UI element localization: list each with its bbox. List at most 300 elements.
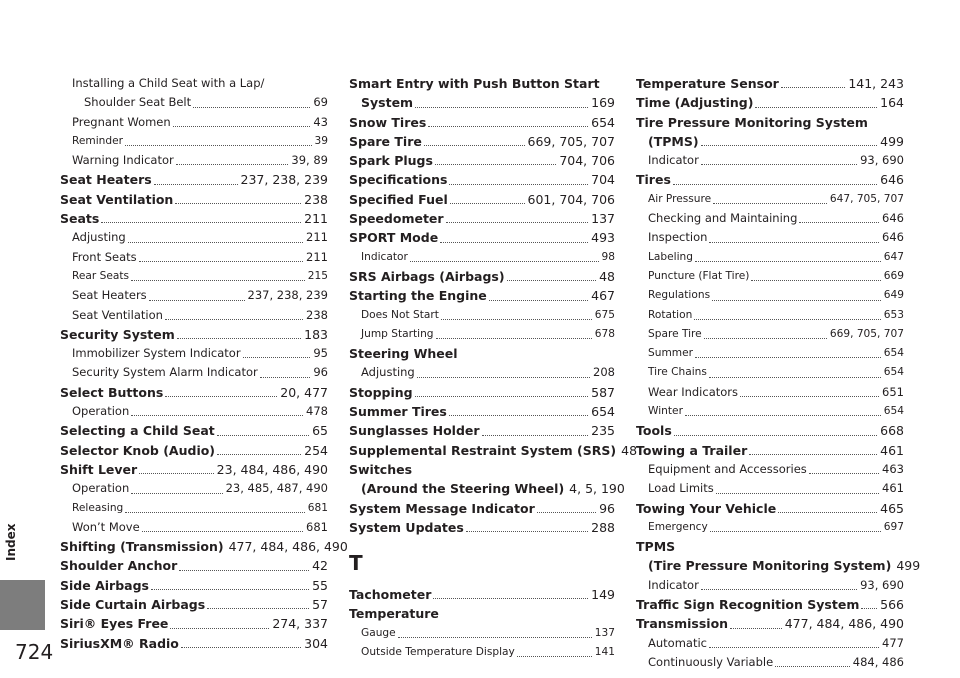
entry-page-numbers[interactable]: 647 (883, 250, 904, 263)
entry-label: Seat Heaters (60, 172, 152, 188)
entry-page-numbers[interactable]: 499 (880, 133, 904, 149)
index-subentry[interactable] (60, 499, 328, 518)
side-tab-label: Index (4, 523, 18, 561)
index-subentry[interactable] (60, 402, 328, 421)
entry-label: SPORT Mode (349, 230, 439, 246)
index-entry[interactable] (636, 441, 904, 460)
index-entry[interactable] (636, 499, 904, 518)
index-entry[interactable] (349, 286, 615, 305)
entry-label: Installing a Child Seat with a Lap/ (72, 76, 265, 90)
entry-label: Tires (636, 172, 671, 188)
entry-page-numbers[interactable]: 646 (880, 172, 904, 188)
entry-page-numbers[interactable]: 96 (313, 365, 328, 380)
index-entry[interactable] (349, 151, 615, 170)
leader-dots (151, 589, 309, 590)
index-subentry[interactable] (636, 151, 904, 170)
index-column-3 (636, 74, 921, 672)
index-entry[interactable] (349, 402, 615, 421)
entry-page-numbers[interactable]: 23, 485, 487, 490 (225, 481, 328, 496)
index-entry[interactable] (60, 170, 328, 189)
entry-label: Jump Starting (361, 327, 434, 340)
leader-dots (713, 203, 827, 204)
entry-page-numbers[interactable]: 493 (591, 230, 615, 246)
leader-dots (424, 145, 525, 146)
entry-page-numbers[interactable]: 238 (304, 191, 328, 207)
leader-dots (217, 435, 309, 436)
index-subentry[interactable] (60, 363, 328, 382)
entry-label: Automatic (648, 635, 707, 650)
entry-page-numbers[interactable]: 461 (880, 442, 904, 458)
leader-dots (260, 377, 311, 378)
entry-label: Stopping (349, 384, 413, 400)
entry-page-numbers[interactable]: 48 (621, 442, 638, 458)
leader-dots (165, 396, 277, 397)
entry-page-numbers[interactable]: 65 (312, 423, 328, 439)
entry-label: Snow Tires (349, 114, 427, 130)
entry-page-numbers[interactable]: 169 (591, 95, 615, 111)
entry-page-numbers[interactable]: 669 (883, 269, 904, 282)
index-entry[interactable] (636, 132, 904, 151)
index-subentry[interactable] (636, 634, 904, 653)
index-subentry[interactable] (60, 113, 328, 132)
entry-page-numbers[interactable]: 274, 337 (272, 616, 328, 632)
entry-page-numbers[interactable]: 183 (304, 326, 328, 342)
entry-label: Speedometer (349, 211, 444, 227)
index-entry (349, 604, 615, 623)
entry-label: Starting the Engine (349, 288, 487, 304)
leader-dots (695, 261, 881, 262)
entry-page-numbers[interactable]: 141 (594, 646, 615, 659)
entry-label: Summer Tires (349, 404, 447, 420)
entry-page-numbers[interactable]: 654 (883, 347, 904, 360)
leader-dots (861, 608, 877, 609)
index-entry[interactable] (60, 614, 328, 633)
index-entry[interactable] (60, 460, 328, 479)
entry-label: Shoulder Anchor (60, 558, 178, 574)
entry-label: Siri® Eyes Free (60, 616, 169, 632)
index-entry (349, 74, 615, 93)
entry-label: Spark Plugs (349, 153, 433, 169)
entry-page-numbers[interactable]: 20, 477 (280, 384, 328, 400)
entry-label: Adjusting (72, 230, 126, 245)
leader-dots (751, 280, 880, 281)
index-subentry[interactable] (636, 228, 904, 247)
entry-label: Shift Lever (60, 461, 138, 477)
index-subentry[interactable] (349, 248, 615, 267)
entry-page-numbers[interactable]: 4, 5, 190 (569, 481, 625, 497)
entry-page-numbers[interactable]: 237, 238, 239 (240, 172, 328, 188)
leader-dots (449, 415, 588, 416)
entry-page-numbers[interactable]: 149 (591, 587, 615, 603)
entry-page-numbers[interactable]: 704 (591, 172, 615, 188)
entry-page-numbers[interactable]: 654 (883, 366, 904, 379)
entry-label: Immobilizer System Indicator (72, 346, 241, 361)
index-entry[interactable] (349, 190, 615, 209)
entry-page-numbers[interactable]: 478 (306, 404, 328, 419)
index-subentry[interactable] (636, 653, 904, 672)
index-entry[interactable] (349, 132, 615, 151)
index-subentry[interactable] (636, 383, 904, 402)
index-subentry[interactable] (636, 363, 904, 382)
entry-label: Seat Ventilation (60, 191, 174, 207)
entry-label: Seat Heaters (72, 288, 147, 303)
index-entry[interactable] (349, 441, 638, 460)
leader-dots (704, 338, 827, 339)
entry-label: Temperature (349, 606, 439, 622)
index-entry[interactable] (60, 634, 328, 653)
index-entry[interactable] (60, 383, 328, 402)
entry-page-numbers[interactable]: 57 (312, 597, 328, 613)
index-entry[interactable] (636, 595, 904, 614)
entry-page-numbers[interactable]: 675 (594, 308, 615, 321)
index-subentry[interactable] (349, 363, 615, 382)
entry-label: System Message Indicator (349, 500, 535, 516)
leader-dots (101, 222, 301, 223)
index-entry (349, 344, 615, 363)
index-subentry[interactable] (636, 267, 904, 286)
leader-dots (125, 512, 305, 513)
index-entry[interactable] (60, 556, 328, 575)
index-entry[interactable] (349, 585, 615, 604)
entry-label: Indicator (361, 250, 408, 263)
index-subentry[interactable] (636, 479, 904, 498)
entry-label: Does Not Start (361, 308, 439, 321)
index-entry[interactable] (349, 209, 615, 228)
index-subentry[interactable] (60, 267, 328, 286)
leader-dots (517, 656, 592, 657)
entry-label: Operation (72, 481, 130, 496)
entry-page-numbers[interactable]: 211 (306, 249, 328, 264)
index-entry[interactable] (349, 228, 615, 247)
side-index-tab (0, 0, 22, 590)
index-subentry[interactable] (60, 228, 328, 247)
leader-dots (673, 184, 877, 185)
index-subentry[interactable] (636, 209, 904, 228)
leader-dots (537, 512, 596, 513)
leader-dots (740, 396, 879, 397)
entry-page-numbers[interactable]: 304 (304, 635, 328, 651)
entry-label: Won’t Move (72, 519, 140, 534)
leader-dots (193, 107, 310, 108)
leader-dots (778, 512, 877, 513)
leader-dots (775, 666, 850, 667)
entry-page-numbers[interactable]: 461 (882, 481, 904, 496)
leader-dots (441, 319, 592, 320)
index-entry[interactable] (60, 325, 328, 344)
index-subentry[interactable] (636, 286, 904, 305)
leader-dots (243, 357, 311, 358)
entry-label: Summer (648, 347, 693, 360)
index-entry[interactable] (636, 421, 904, 440)
entry-page-numbers[interactable]: 93, 690 (860, 153, 904, 168)
entry-page-numbers[interactable]: 678 (594, 327, 615, 340)
entry-label: Selecting a Child Seat (60, 423, 215, 439)
entry-label: Continuously Variable (648, 654, 774, 669)
leader-dots (125, 145, 312, 146)
index-entry (349, 460, 615, 479)
index-column-1 (60, 74, 348, 653)
leader-dots (709, 647, 879, 648)
index-tab-marker (0, 580, 45, 630)
leader-dots (730, 628, 782, 629)
entry-page-numbers[interactable]: 477 (882, 635, 904, 650)
entry-label: Reminder (72, 134, 123, 147)
entry-label: Shoulder Seat Belt (84, 95, 192, 110)
index-subentry[interactable] (60, 151, 328, 170)
index-entry[interactable] (349, 479, 625, 498)
leader-dots (217, 454, 301, 455)
leader-dots (128, 242, 303, 243)
index-subentry[interactable] (636, 576, 904, 595)
index-entry[interactable] (60, 537, 348, 556)
entry-label: Seats (60, 211, 100, 227)
entry-label: TPMS (636, 539, 676, 555)
leader-dots (716, 493, 879, 494)
entry-page-numbers[interactable]: 669, 705, 707 (829, 327, 904, 340)
entry-page-numbers[interactable]: 467 (591, 288, 615, 304)
entry-page-numbers[interactable]: 484, 486 (852, 654, 904, 669)
entry-page-numbers[interactable]: 499 (896, 558, 921, 574)
index-entry[interactable] (349, 267, 615, 286)
entry-label: (TPMS) (648, 133, 699, 149)
index-subentry[interactable] (60, 248, 328, 267)
index-subentry (60, 74, 328, 93)
index-entry (636, 537, 904, 556)
entry-label: Seat Ventilation (72, 307, 163, 322)
entry-page-numbers[interactable]: 238 (306, 307, 328, 322)
entry-page-numbers[interactable]: 288 (591, 519, 615, 535)
leader-dots (709, 377, 881, 378)
entry-page-numbers[interactable]: 697 (883, 520, 904, 533)
entry-page-numbers[interactable]: 477, 484, 486, 490 (784, 616, 904, 632)
index-entry[interactable] (60, 441, 328, 460)
index-subentry[interactable] (636, 518, 904, 537)
entry-page-numbers[interactable]: 566 (880, 597, 904, 613)
entry-page-numbers[interactable]: 39, 89 (291, 153, 328, 168)
entry-page-numbers[interactable]: 654 (591, 114, 615, 130)
index-entry[interactable] (636, 74, 904, 93)
entry-page-numbers[interactable]: 235 (591, 423, 615, 439)
entry-page-numbers[interactable]: 48 (599, 268, 615, 284)
leader-dots (701, 145, 878, 146)
entry-label: Select Buttons (60, 384, 164, 400)
entry-page-numbers[interactable]: 477, 484, 486, 490 (228, 539, 348, 555)
entry-page-numbers[interactable]: 96 (599, 500, 615, 516)
entry-page-numbers[interactable]: 646 (882, 230, 904, 245)
index-entry[interactable] (349, 113, 615, 132)
index-entry[interactable] (349, 499, 615, 518)
entry-page-numbers[interactable]: 211 (304, 211, 328, 227)
entry-page-numbers[interactable]: 669, 705, 707 (527, 133, 615, 149)
entry-page-numbers[interactable]: 653 (883, 308, 904, 321)
entry-label: Traffic Sign Recognition System (636, 597, 860, 613)
entry-page-numbers[interactable]: 208 (593, 365, 615, 380)
leader-dots (435, 164, 556, 165)
entry-label: Gauge (361, 626, 396, 639)
leader-dots (433, 598, 588, 599)
leader-dots (154, 184, 238, 185)
index-subentry[interactable] (636, 190, 904, 209)
index-entry[interactable] (636, 556, 921, 575)
leader-dots (410, 261, 599, 262)
entry-label: Security System Alarm Indicator (72, 365, 258, 380)
entry-label: Sunglasses Holder (349, 423, 480, 439)
index-entry[interactable] (349, 383, 615, 402)
entry-page-numbers[interactable]: 42 (312, 558, 328, 574)
entry-page-numbers[interactable]: 141, 243 (848, 76, 904, 91)
index-entry[interactable] (349, 93, 615, 112)
entry-page-numbers[interactable]: 587 (591, 384, 615, 400)
entry-page-numbers[interactable]: 55 (312, 577, 328, 593)
index-subentry[interactable] (636, 306, 904, 325)
index-entry[interactable] (349, 421, 615, 440)
entry-page-numbers[interactable]: 95 (313, 346, 328, 361)
leader-dots (446, 222, 589, 223)
entry-label: Supplemental Restraint System (SRS) (349, 442, 617, 458)
entry-label: Load Limits (648, 481, 714, 496)
entry-page-numbers[interactable]: 646 (882, 211, 904, 226)
entry-page-numbers[interactable]: 23, 484, 486, 490 (216, 461, 328, 477)
entry-page-numbers[interactable]: 211 (306, 230, 328, 245)
entry-page-numbers[interactable]: 465 (880, 500, 904, 516)
entry-label: Outside Temperature Display (361, 646, 515, 659)
entry-label: Inspection (648, 230, 708, 245)
entry-page-numbers[interactable]: 681 (306, 519, 328, 534)
entry-page-numbers[interactable]: 237, 238, 239 (247, 288, 328, 303)
entry-label: Tachometer (349, 587, 432, 603)
leader-dots (685, 415, 881, 416)
entry-label: Shifting (Transmission) (60, 539, 224, 555)
entry-page-numbers[interactable]: 164 (880, 95, 904, 111)
index-subentry[interactable] (60, 132, 328, 151)
leader-dots (695, 357, 881, 358)
leader-dots (450, 203, 525, 204)
entry-page-numbers[interactable]: 98 (601, 250, 615, 263)
index-entry[interactable] (636, 170, 904, 189)
index-subentry[interactable] (636, 325, 904, 344)
entry-page-numbers[interactable]: 69 (313, 95, 328, 110)
entry-label: Towing a Trailer (636, 442, 748, 458)
entry-page-numbers[interactable]: 463 (882, 461, 904, 476)
entry-page-numbers[interactable]: 649 (883, 289, 904, 302)
entry-label: Temperature Sensor (636, 76, 779, 91)
entry-label: Warning Indicator (72, 153, 174, 168)
leader-dots (415, 107, 588, 108)
index-subentry[interactable] (60, 344, 328, 363)
index-subentry[interactable] (60, 518, 328, 537)
leader-dots (701, 589, 857, 590)
entry-page-numbers[interactable]: 137 (591, 211, 615, 227)
page-number: 724 (15, 640, 54, 664)
index-entry[interactable] (60, 209, 328, 228)
entry-page-numbers[interactable]: 93, 690 (860, 577, 904, 592)
index-subentry[interactable] (60, 479, 328, 498)
leader-dots (139, 261, 303, 262)
index-subentry[interactable] (60, 306, 328, 325)
leader-dots (428, 126, 588, 127)
entry-label: (Tire Pressure Monitoring System) (648, 558, 892, 574)
index-subentry[interactable] (349, 643, 615, 662)
entry-label: Releasing (72, 501, 124, 514)
leader-dots (207, 608, 309, 609)
entry-label: Puncture (Flat Tire) (648, 269, 750, 282)
leader-dots (176, 164, 289, 165)
entry-page-numbers[interactable]: 704, 706 (559, 153, 615, 169)
leader-dots (170, 628, 269, 629)
leader-dots (131, 280, 305, 281)
leader-dots (179, 570, 309, 571)
leader-dots (436, 338, 592, 339)
entry-label: SRS Airbags (Airbags) (349, 268, 505, 284)
leader-dots (482, 435, 589, 436)
entry-label: Steering Wheel (349, 346, 458, 362)
index-subentry[interactable] (349, 306, 615, 325)
entry-page-numbers[interactable]: 215 (307, 269, 328, 282)
entry-page-numbers[interactable]: 647, 705, 707 (829, 192, 904, 205)
index-entry[interactable] (60, 576, 328, 595)
entry-label: Side Curtain Airbags (60, 597, 206, 613)
leader-dots (466, 531, 588, 532)
entry-label: Winter (648, 405, 683, 418)
index-entry[interactable] (60, 190, 328, 209)
index-entry[interactable] (636, 614, 904, 633)
entry-label: Regulations (648, 289, 711, 302)
entry-label: (Around the Steering Wheel) (361, 481, 565, 497)
entry-page-numbers[interactable]: 651 (882, 384, 904, 399)
index-subentry[interactable] (349, 624, 615, 643)
index-subentry[interactable] (636, 402, 904, 421)
entry-page-numbers[interactable]: 254 (304, 442, 328, 458)
entry-label: Operation (72, 404, 130, 419)
entry-label: Air Pressure (648, 192, 712, 205)
index-entry[interactable] (60, 595, 328, 614)
leader-dots (165, 319, 303, 320)
entry-page-numbers[interactable]: 39 (314, 134, 328, 147)
index-subentry[interactable] (636, 460, 904, 479)
leader-dots (175, 203, 301, 204)
index-subentry[interactable] (636, 248, 904, 267)
entry-page-numbers[interactable]: 137 (594, 626, 615, 639)
entry-label: Emergency (648, 520, 708, 533)
leader-dots (781, 87, 845, 88)
leader-dots (755, 107, 877, 108)
index-subentry[interactable] (349, 325, 615, 344)
entry-page-numbers[interactable]: 654 (883, 405, 904, 418)
index-entry[interactable] (60, 421, 328, 440)
entry-label: Front Seats (72, 249, 137, 264)
index-entry[interactable] (636, 93, 904, 112)
entry-label: Indicator (648, 153, 699, 168)
entry-page-numbers[interactable]: 668 (880, 423, 904, 439)
entry-label: Adjusting (361, 365, 415, 380)
index-entry[interactable] (349, 518, 615, 537)
leader-dots (449, 184, 588, 185)
entry-page-numbers[interactable]: 654 (591, 404, 615, 420)
entry-page-numbers[interactable]: 601, 704, 706 (527, 191, 615, 207)
entry-label: Selector Knob (Audio) (60, 442, 216, 458)
leader-dots (749, 454, 877, 455)
entry-label: Tools (636, 423, 672, 439)
entry-label: Security System (60, 326, 175, 342)
leader-dots (674, 435, 877, 436)
index-subentry[interactable] (60, 93, 328, 112)
leader-dots (142, 531, 303, 532)
index-entry[interactable] (349, 170, 615, 189)
entry-page-numbers[interactable]: 681 (307, 501, 328, 514)
index-subentry[interactable] (636, 344, 904, 363)
index-subentry[interactable] (60, 286, 328, 305)
entry-page-numbers[interactable]: 43 (313, 114, 328, 129)
